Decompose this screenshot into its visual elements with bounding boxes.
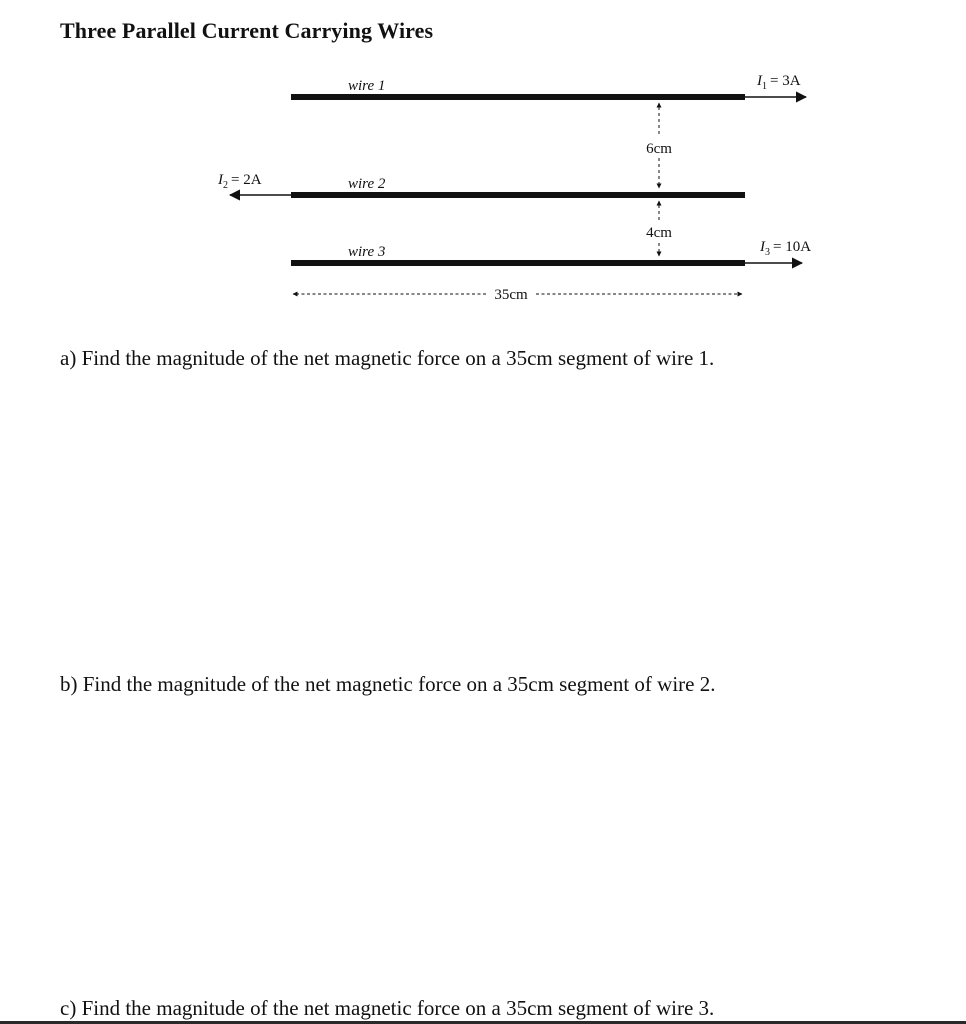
current-1-label xyxy=(756,73,801,92)
wire-3-label: wire 3 xyxy=(348,244,386,260)
wire-3 xyxy=(291,260,745,266)
current-1-value: = 3A xyxy=(770,73,801,89)
current-3-label xyxy=(759,239,811,258)
spacing-4cm-label: 4cm xyxy=(646,225,672,241)
current-2-symbol: I xyxy=(218,172,223,188)
current-1-sub: 1 xyxy=(762,81,767,92)
wire-2 xyxy=(291,192,745,198)
current-3-sub: 3 xyxy=(765,247,770,258)
question-c: c) Find the magnitude of the net magnetic force on a 35cm segment of wire 3. xyxy=(60,996,715,1020)
spacing-6cm-label: 6cm xyxy=(646,141,672,157)
wire-1-label: wire 1 xyxy=(348,78,386,94)
length-35cm-label: 35cm xyxy=(494,287,528,303)
wires-diagram xyxy=(0,0,966,330)
current-2-label xyxy=(217,172,262,191)
current-3-value: = 10A xyxy=(773,239,812,255)
current-2-value: = 2A xyxy=(231,172,262,188)
question-a: a) Find the magnitude of the net magnetic force on a 35cm segment of wire 1. xyxy=(60,346,715,370)
question-b: b) Find the magnitude of the net magnetic force on a 35cm segment of wire 2. xyxy=(60,672,716,696)
current-3-symbol: I xyxy=(760,239,765,255)
page-title: Three Parallel Current Carrying Wires xyxy=(60,18,434,43)
wire-2-label: wire 2 xyxy=(348,176,386,192)
current-2-sub: 2 xyxy=(223,180,228,191)
current-1-symbol: I xyxy=(757,73,762,89)
wire-1 xyxy=(291,94,745,100)
